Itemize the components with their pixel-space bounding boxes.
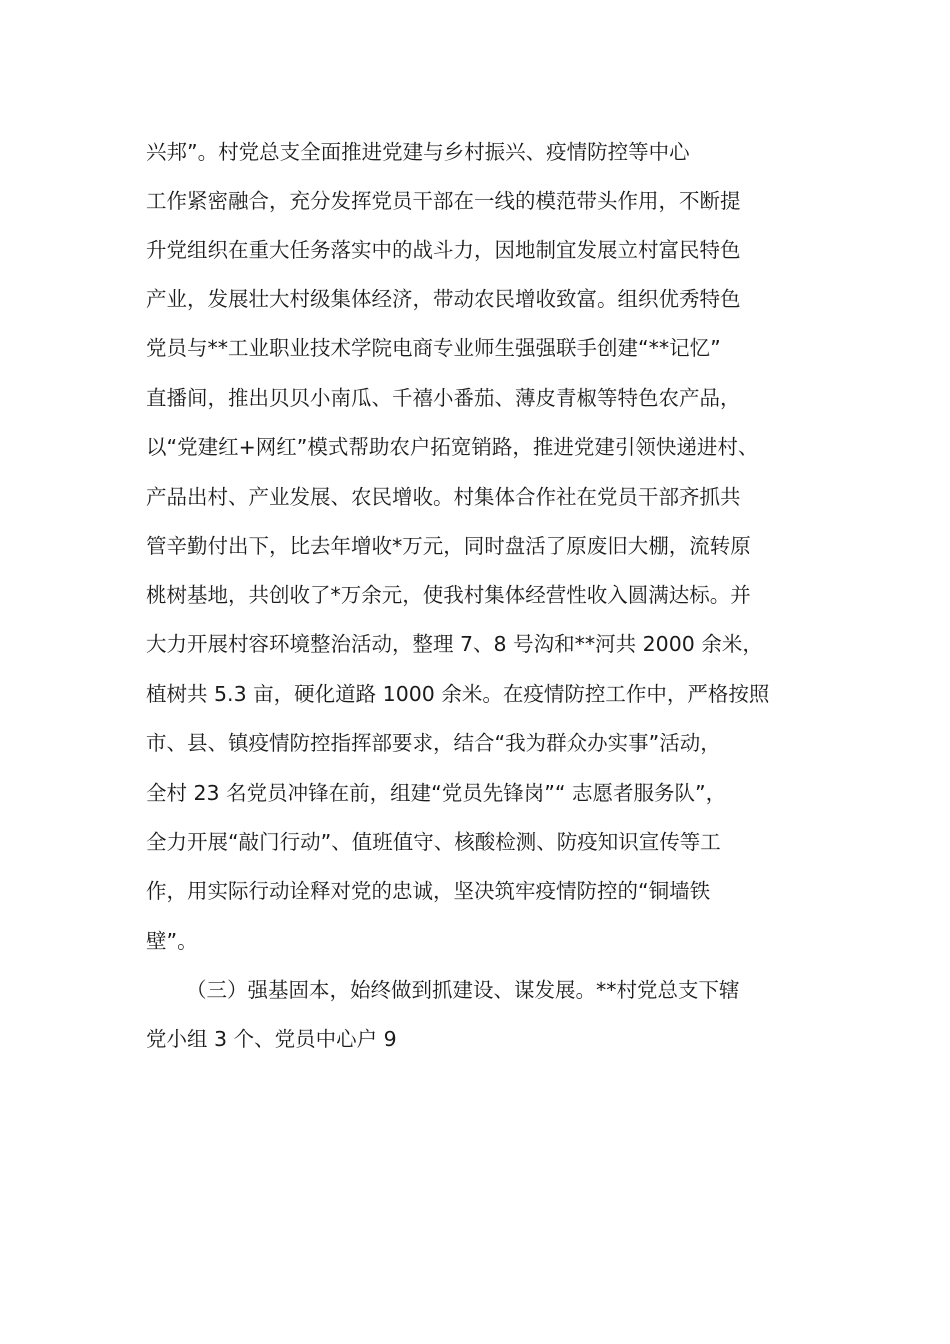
text-line: 产业，发展壮大村级集体经济，带动农民增收致富。组织优秀特色: [146, 287, 741, 311]
text-line: 全力开展“敲门行动”、值班值守、核酸检测、防疫知识宣传等工: [146, 830, 721, 854]
text-line: 党员与**工业职业技术学院电商专业师生强强联手创建“**记忆”: [146, 336, 721, 360]
text-line: 升党组织在重大任务落实中的战斗力，因地制宜发展立村富民特色: [146, 238, 741, 262]
text-line: 市、县、镇疫情防控指挥部要求，结合“我为群众办实事”活动，: [146, 731, 721, 755]
text-line: 管辛勤付出下，比去年增收*万元，同时盘活了原废旧大棚，流转原: [146, 534, 751, 558]
section-heading-line: （三）强基固本，始终做到抓建设、谋发展。**村党总支下辖: [186, 978, 740, 1002]
text-line: 作，用实际行动诠释对党的忠诚，坚决筑牢疫情防控的“铜墙铁: [146, 879, 711, 903]
text-line: 壁”。: [146, 929, 198, 953]
text-line: 工作紧密融合，充分发挥党员干部在一线的模范带头作用，不断提: [146, 189, 741, 213]
text-line: 桃树基地，共创收了*万余元，使我村集体经营性收入圆满达标。并: [146, 583, 751, 607]
text-line: 全村 23 名党员冲锋在前，组建“党员先锋岗”“ 志愿者服务队”，: [146, 781, 727, 805]
text-line: 党小组 3 个、党员中心户 9: [146, 1027, 397, 1051]
text-line: 兴邦”。村党总支全面推进党建与乡村振兴、疫情防控等中心: [146, 140, 690, 164]
text-line: 以“党建红+网红”模式帮助农户拓宽销路，推进党建引领快递进村、: [146, 435, 759, 459]
text-line: 直播间，推出贝贝小南瓜、千禧小番茄、薄皮青椒等特色农产品，: [146, 386, 741, 410]
text-line: 产品出村、产业发展、农民增收。村集体合作社在党员干部齐抓共: [146, 485, 741, 509]
text-line: 植树共 5.3 亩，硬化道路 1000 余米。在疫情防控工作中，严格按照: [146, 682, 770, 706]
text-line: 大力开展村容环境整治活动，整理 7、8 号沟和**河共 2000 余米，: [146, 632, 763, 656]
